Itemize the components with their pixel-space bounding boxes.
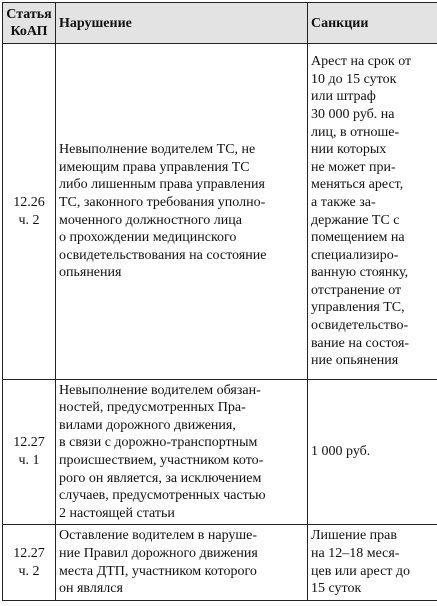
sanctions-cell — [308, 44, 437, 380]
sanction-line: ванную стоянку, — [311, 265, 409, 281]
article-cell — [3, 380, 56, 525]
violation-line: рого он является, за исключением — [59, 470, 262, 486]
header-sanctions: Санкции — [308, 3, 437, 44]
article-number: 12.27 — [13, 545, 45, 561]
sanction-line: меняться арест, — [311, 177, 404, 193]
violation-line: моченного должностного лица — [59, 212, 242, 228]
violation-line: 2 настоящей статьи — [59, 505, 175, 521]
sanction-line: не может при- — [311, 159, 396, 175]
article-part: ч. 2 — [18, 212, 40, 228]
sanction-line: Арест на срок от — [311, 54, 412, 70]
table-row — [3, 44, 437, 380]
sanction-line: помещением на — [311, 230, 405, 246]
sanction-line: держание ТС с — [311, 212, 400, 228]
sanction-line: 15 суток — [311, 581, 362, 597]
sanction-line: или штраф — [311, 89, 376, 105]
violation-line: о прохождении медицинского — [59, 230, 237, 246]
sanction-line: 1 000 руб. — [311, 444, 371, 460]
koap-sanctions-table — [2, 2, 437, 601]
violation-line: опьянения — [59, 265, 122, 281]
sanction-line: 30 000 руб. на — [311, 106, 395, 122]
sanction-line: управления ТС, — [311, 300, 405, 316]
sanction-line: Лишение прав — [311, 528, 397, 544]
sanction-line: лиц, в отношe- — [311, 124, 400, 140]
sanctions-cell — [308, 525, 437, 601]
violation-line: вилами дорожного движения, — [59, 417, 236, 433]
violation-cell — [56, 44, 308, 380]
header-article-line1: Статья — [6, 7, 52, 22]
sanction-line: 10 до 15 суток — [311, 71, 397, 87]
sanction-line: а также за- — [311, 194, 376, 210]
violation-line: имеющим права управления ТС — [59, 159, 250, 175]
header-row — [3, 3, 437, 44]
violation-line: в связи с дорожно-транспортным — [59, 435, 258, 451]
article-cell — [3, 525, 56, 601]
sanction-line: цев или арест до — [311, 563, 411, 579]
violation-line: он являлся — [59, 581, 123, 597]
violation-line: ностей, предусмотренных Пра- — [59, 400, 246, 416]
article-part: ч. 1 — [18, 453, 40, 468]
sanction-line: ние опьянения — [311, 353, 399, 369]
article-number: 12.27 — [13, 435, 45, 451]
violation-line: ТС, законного требования уполно- — [59, 194, 266, 210]
table-row — [3, 525, 437, 601]
article-cell — [3, 44, 56, 380]
violation-line: Невыполнение водителем ТС, не — [59, 142, 256, 158]
sanction-line: специализиро- — [311, 247, 399, 263]
violation-cell — [56, 380, 308, 525]
violation-line: либо лишенным права управления — [59, 177, 265, 193]
article-part: ч. 2 — [18, 563, 40, 579]
violation-line: происшествием, участником кото- — [59, 453, 264, 468]
sanction-line: вание на состоя- — [311, 335, 410, 351]
violation-line: Невыполнение водителем обязан- — [59, 382, 261, 398]
violation-line: ние Правил дорожного движения — [59, 545, 258, 561]
violation-cell — [56, 525, 308, 601]
sanction-line: на 12–18 меся- — [311, 545, 400, 561]
violation-line: случаев, предусмотренных частью — [59, 488, 266, 504]
sanction-line: освидетельство- — [311, 318, 409, 334]
header-violation: Нарушение — [56, 3, 308, 44]
table-row — [3, 380, 437, 525]
article-number: 12.26 — [13, 194, 45, 210]
violation-line: освидетельствования на состояние — [59, 247, 267, 263]
sanction-line: отстранение от — [311, 282, 402, 298]
violation-line: Оставление водителем в наруше- — [59, 528, 258, 544]
violation-line: места ДТП, участником которого — [59, 563, 257, 579]
header-article — [3, 3, 56, 44]
sanctions-cell — [308, 380, 437, 525]
header-article-line2: КоАП — [10, 24, 48, 39]
sanction-line: нии которых — [311, 142, 387, 158]
